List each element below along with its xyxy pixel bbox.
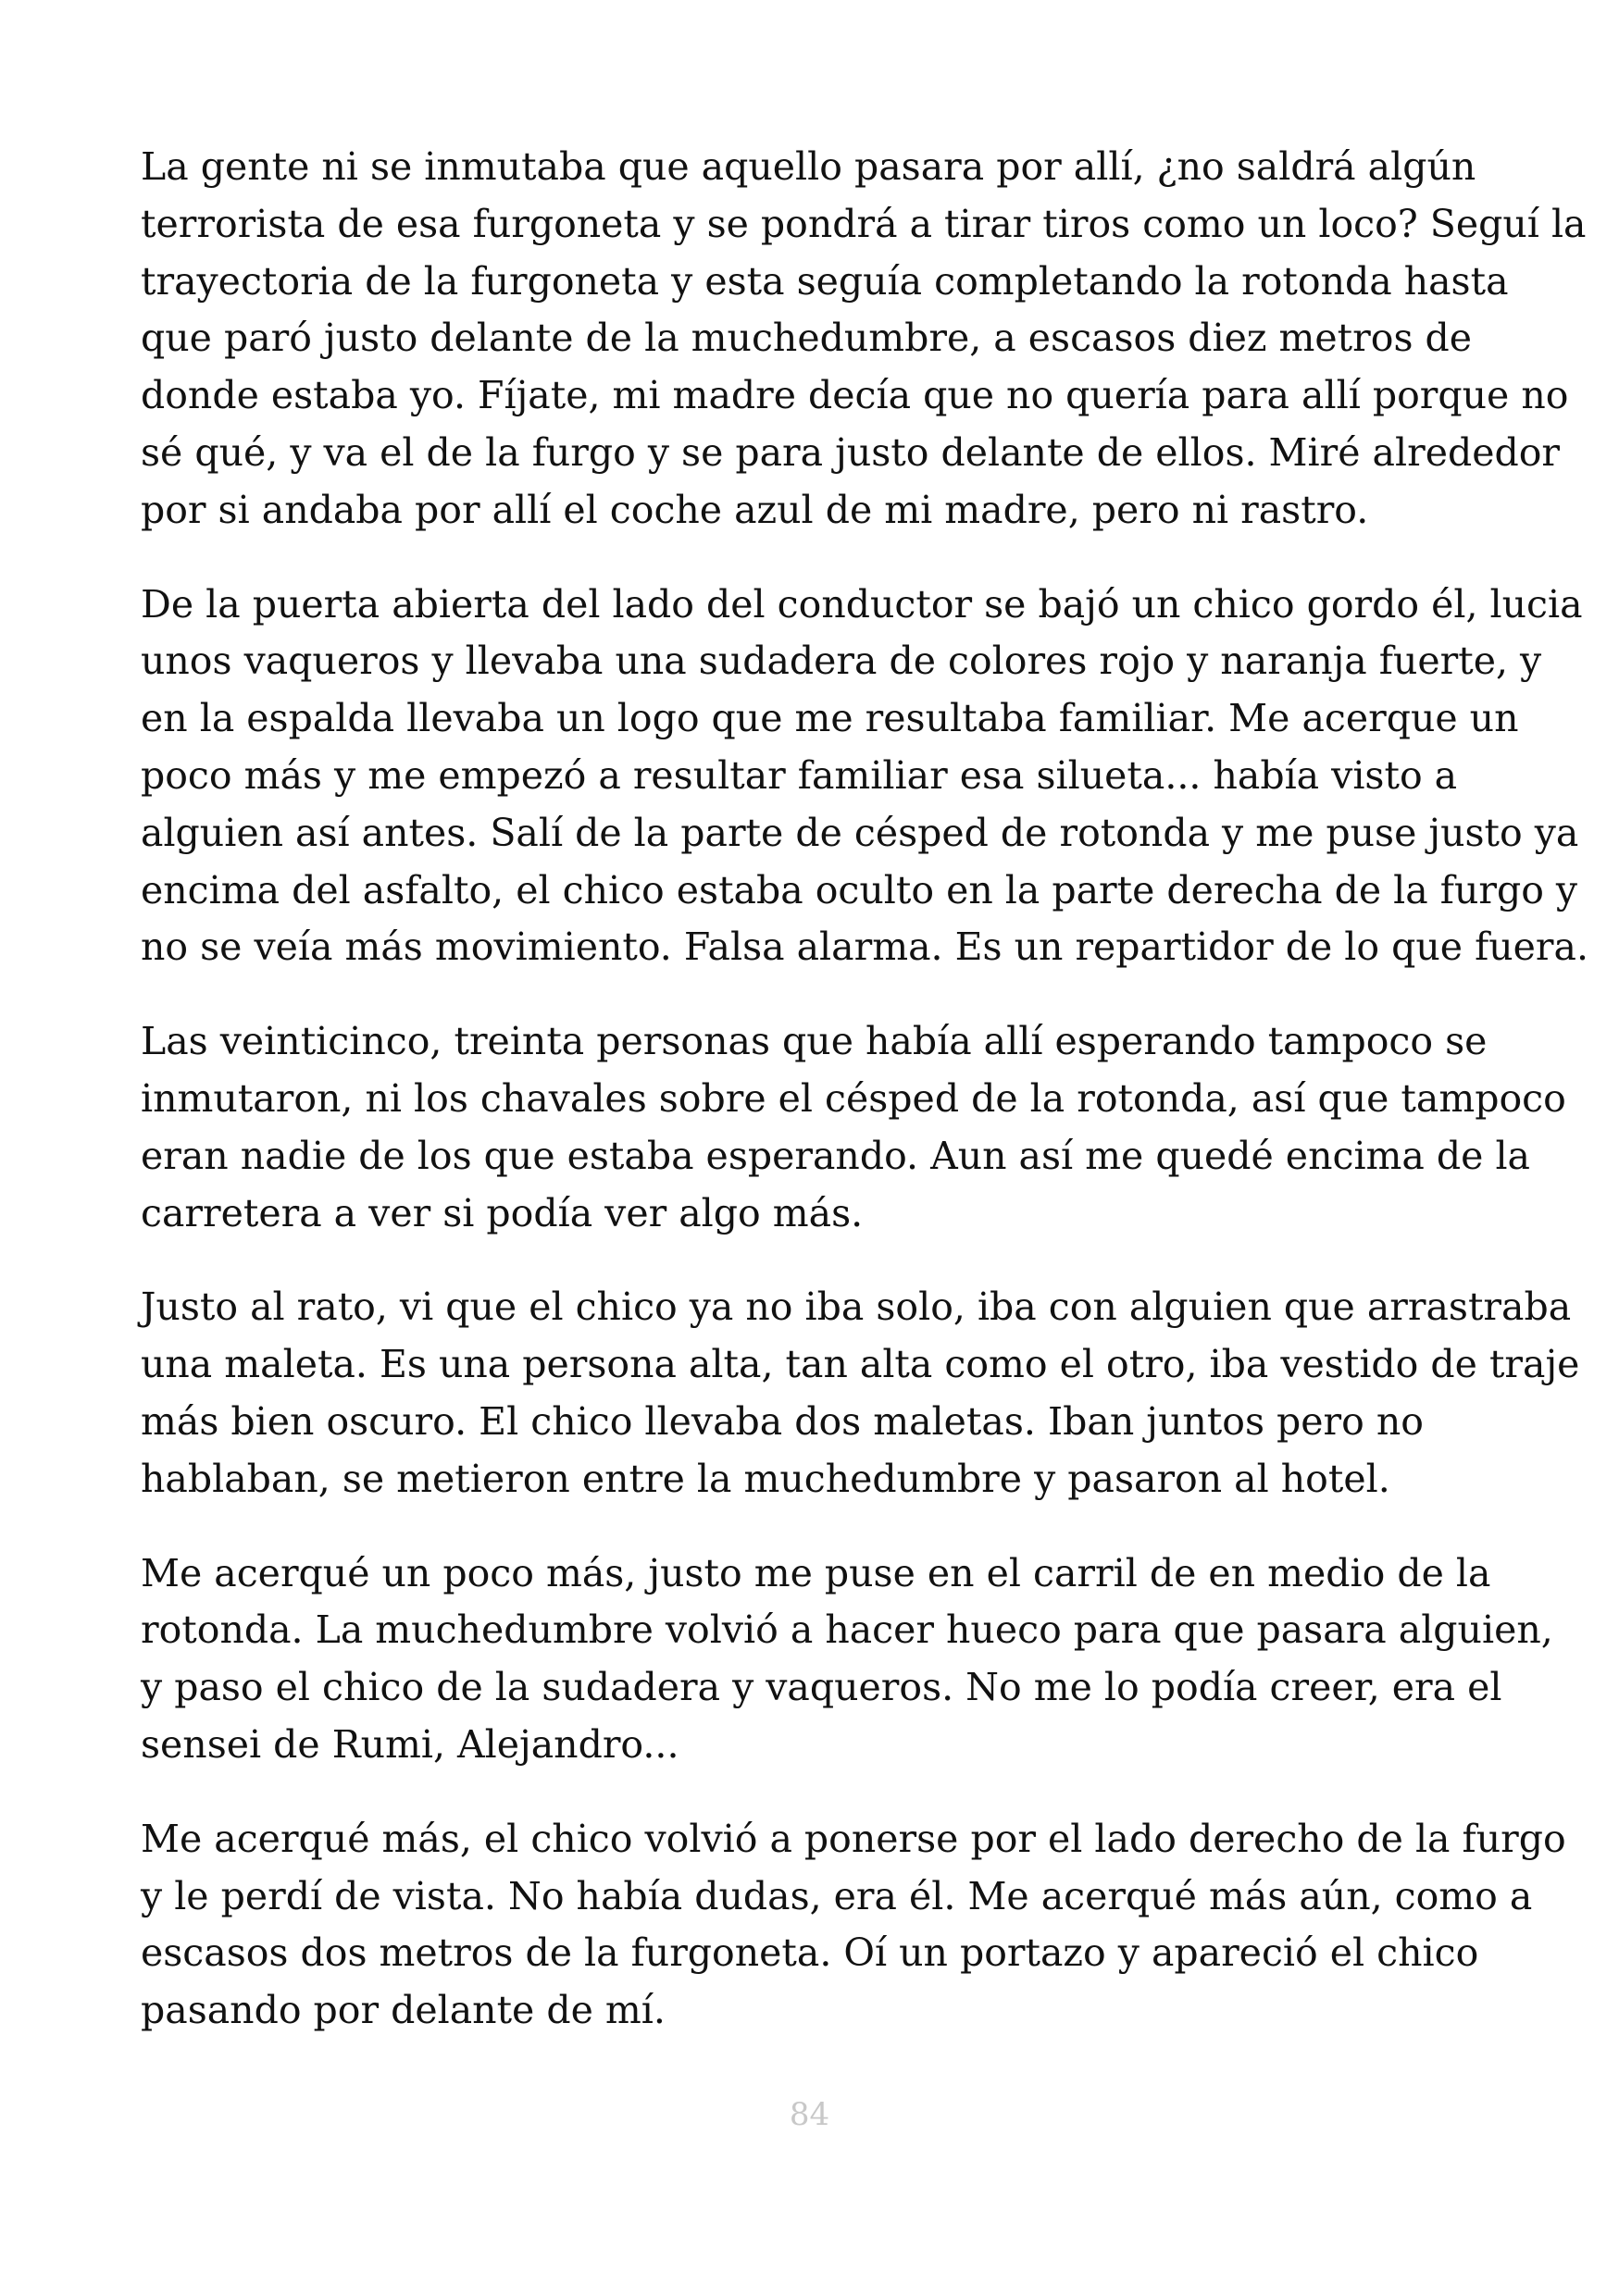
paragraph-3 [141, 1013, 1566, 1242]
text-line: Me acerqué un poco más, justo me puse en el carril de en medio de la [141, 1550, 1491, 1595]
text-line: poco más y me empezó a resultar familiar esa silueta... había visto a [141, 752, 1458, 798]
text-line: inmutaron, ni los chavales sobre el césped de la rotonda, así que tampoco [141, 1075, 1566, 1121]
text-line: sensei de Rumi, Alejandro... [141, 1721, 679, 1767]
text-line: encima del asfalto, el chico estaba oculto en la parte derecha de la furgo y [141, 867, 1578, 912]
text-line: donde estaba yo. Fíjate, mi madre decía que no quería para allí porque no [141, 373, 1569, 418]
paragraph-6 [141, 1811, 1566, 2040]
text-line: no se veía más movimiento. Falsa alarma. Es un repartidor de lo que fuera. [141, 925, 1588, 970]
text-line: Me acerqué más, el chico volvió a ponerse por el lado derecho de la furgo [141, 1816, 1566, 1861]
page-number: 84 [789, 2096, 830, 2133]
text-line: Las veinticinco, treinta personas que había allí esperando tampoco se [141, 1019, 1488, 1064]
text-line: unos vaqueros y llevaba una sudadera de colores rojo y naranja fuerte, y [141, 639, 1542, 684]
text-line: terrorista de esa furgoneta y se pondrá a tirar tiros como un loco? Seguí la [141, 201, 1587, 246]
paragraph-4 [141, 1279, 1580, 1508]
text-line: hablaban, se metieron entre la muchedumbre y pasaron al hotel. [141, 1456, 1390, 1501]
paragraph-2 [141, 577, 1588, 977]
text-line: por si andaba por allí el coche azul de mi madre, pero ni rastro. [141, 487, 1369, 532]
text-line: que paró justo delante de la muchedumbre, a escasos diez metros de [141, 316, 1473, 361]
text-line: carretera a ver si podía ver algo más. [141, 1190, 864, 1235]
text-line: De la puerta abierta del lado del conductor se bajó un chico gordo él, lucia [141, 581, 1583, 627]
text-line: escasos dos metros de la furgoneta. Oí un portazo y apareció el chico [141, 1930, 1479, 1976]
text-line: rotonda. La muchedumbre volvió a hacer hueco para que pasara alguien, [141, 1607, 1553, 1653]
text-line: más bien oscuro. El chico llevaba dos maletas. Iban juntos pero no [141, 1398, 1424, 1444]
paragraph-5 [141, 1545, 1553, 1774]
text-line: pasando por delante de mí. [141, 1988, 666, 2033]
body-text [141, 139, 1588, 2077]
text-line: sé qué, y va el de la furgo y se para justo delante de ellos. Miré alrededor [141, 429, 1560, 475]
text-line: La gente ni se inmutaba que aquello pasara por allí, ¿no saldrá algún [141, 144, 1476, 189]
text-line: Justo al rato, vi que el chico ya no iba solo, iba con alguien que arrastraba [141, 1285, 1572, 1330]
text-line: y paso el chico de la sudadera y vaqueros. No me lo podía creer, era el [141, 1665, 1502, 1710]
text-line: trayectoria de la furgoneta y esta seguía completando la rotonda hasta [141, 258, 1509, 304]
text-line: en la espalda llevaba un logo que me resultaba familiar. Me acerque un [141, 696, 1519, 741]
text-line: eran nadie de los que estaba esperando. Aun así me quedé encima de la [141, 1133, 1531, 1178]
text-line: y le perdí de vista. No había dudas, era él. Me acerqué más aún, como a [141, 1873, 1533, 1918]
text-line: una maleta. Es una persona alta, tan alta como el otro, iba vestido de traje [141, 1342, 1580, 1387]
text-line: alguien así antes. Salí de la parte de césped de rotonda y me puse justo ya [141, 810, 1579, 855]
paragraph-1 [141, 139, 1587, 540]
